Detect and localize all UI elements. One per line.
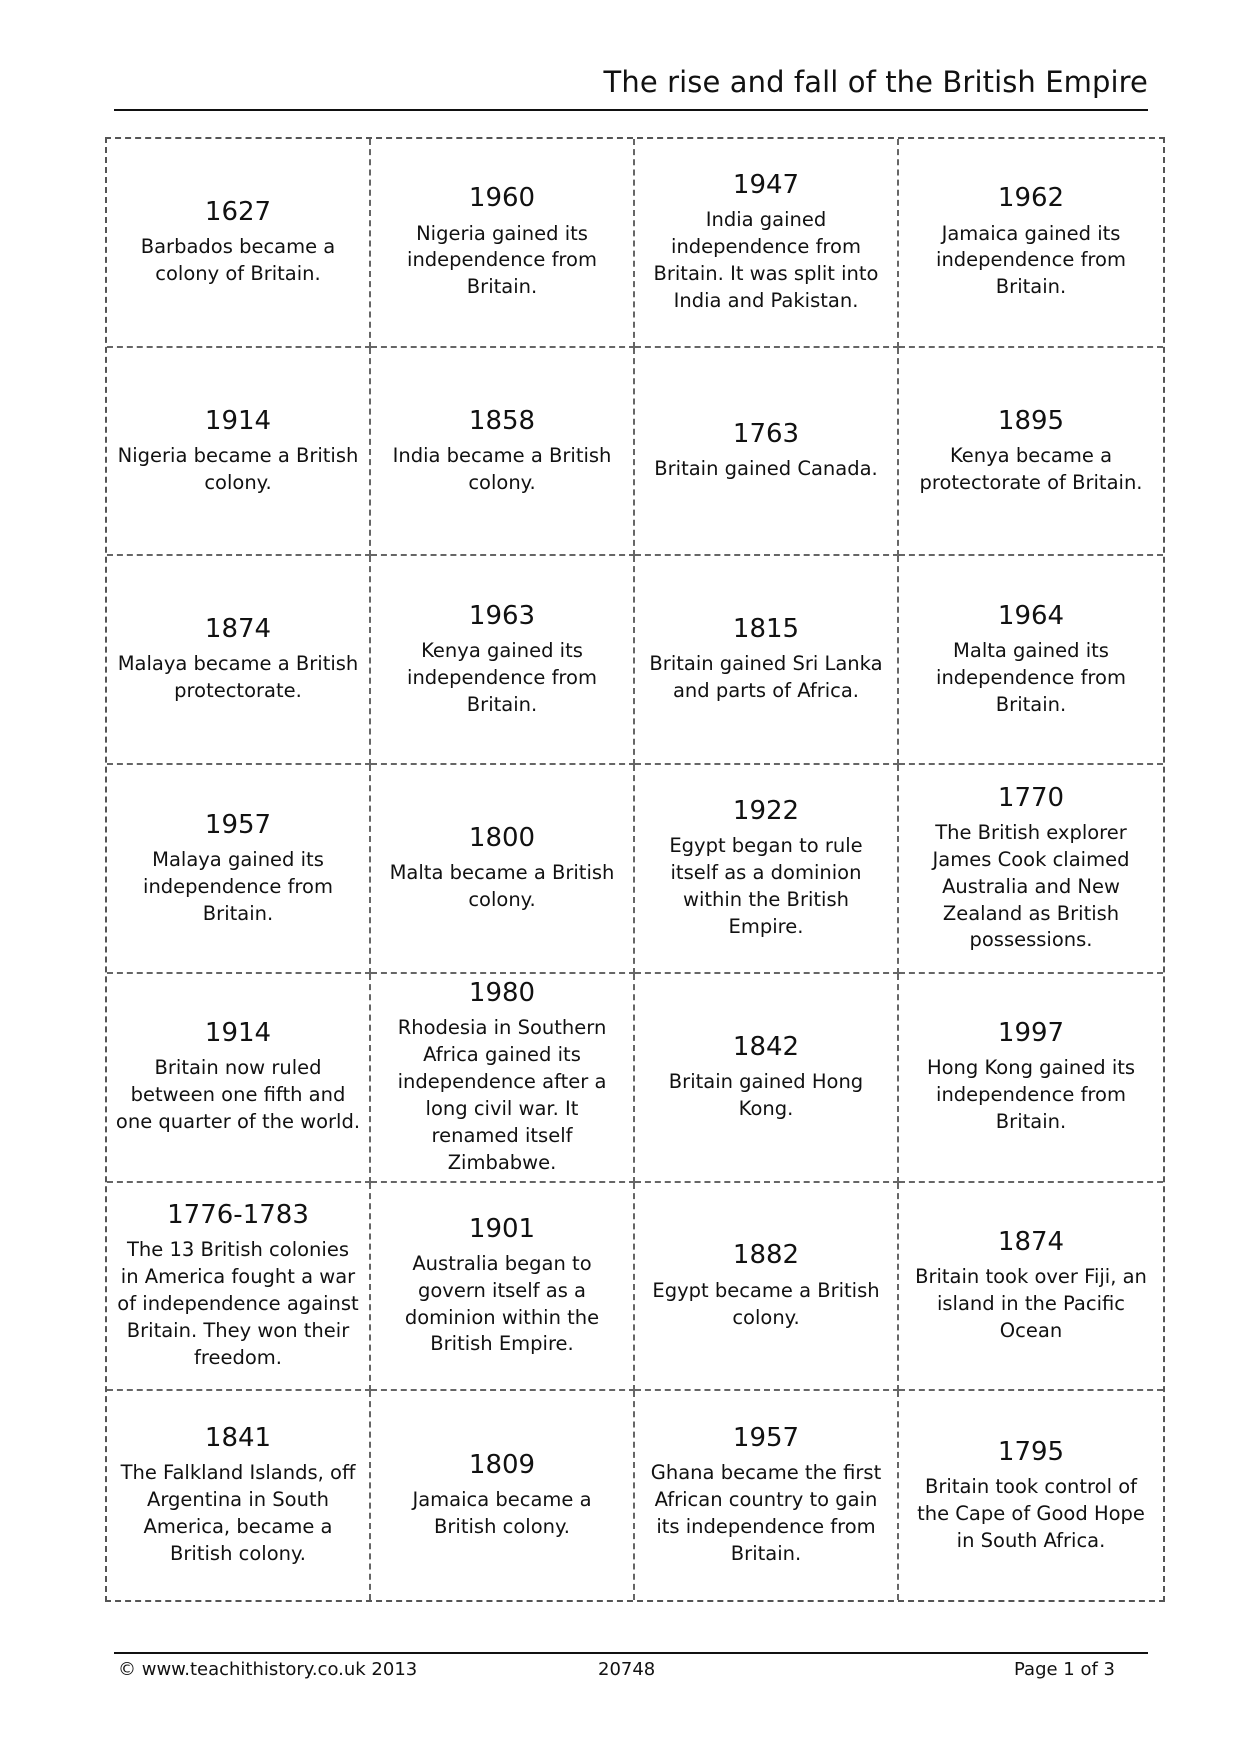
card-text: Australia began to govern itself as a dominion within the British Empire.	[404, 1251, 600, 1356]
card-date: 1882	[732, 1240, 800, 1271]
card-text: Malaya gained its independence from Britain.	[143, 847, 333, 925]
card-text: The 13 British colonies in America fought a war of independence against Britain. They won their freedom.	[117, 1238, 359, 1369]
card-date: 1841	[204, 1423, 272, 1454]
card-text: Jamaica became a British colony.	[412, 1488, 592, 1539]
event-card	[371, 974, 635, 1183]
card-date: 1960	[468, 183, 536, 214]
event-card	[899, 556, 1163, 765]
card-date: 1914	[204, 1018, 272, 1049]
card-date: 1957	[732, 1423, 800, 1454]
footer-page-number: Page 1 of 3	[1014, 1659, 1115, 1680]
event-card	[371, 139, 635, 348]
card-text: India gained independence from Britain. It was split into India and Pakistan.	[653, 208, 879, 312]
card-date: 1795	[997, 1436, 1065, 1467]
event-card	[899, 1391, 1163, 1600]
card-date: 1947	[732, 169, 800, 200]
card-text: Britain took control of the Cape of Good Hope in South Africa.	[917, 1474, 1145, 1552]
event-card	[899, 974, 1163, 1183]
footer-doc-number: 20748	[598, 1659, 656, 1680]
event-card	[635, 348, 899, 557]
card-grid	[105, 137, 1165, 1602]
card-text: Egypt began to rule itself as a dominion within the British Empire.	[669, 834, 863, 938]
card-date: 1922	[732, 796, 800, 827]
event-card	[371, 765, 635, 974]
card-date: 1901	[468, 1213, 536, 1244]
card-date: 1874	[997, 1226, 1065, 1257]
card-date: 1957	[204, 809, 272, 840]
card-date: 1800	[468, 822, 536, 853]
card-date: 1980	[468, 977, 536, 1008]
card-text: Egypt became a British colony.	[652, 1278, 880, 1329]
event-card	[371, 556, 635, 765]
card-text: Nigeria gained its independence from Britain.	[407, 221, 597, 299]
card-date: 1763	[732, 419, 800, 450]
event-card	[899, 1183, 1163, 1392]
event-card	[899, 765, 1163, 974]
card-text: Nigeria became a British colony.	[117, 443, 359, 494]
card-date: 1627	[204, 196, 272, 227]
card-date: 1858	[468, 405, 536, 436]
card-text: Britain took over Fiji, an island in the Pacific Ocean	[915, 1265, 1147, 1342]
event-card	[107, 348, 371, 557]
card-date: 1809	[468, 1450, 536, 1481]
card-date: 1962	[997, 183, 1065, 214]
card-text: The British explorer James Cook claimed Australia and New Zealand as British possessions.	[932, 820, 1130, 952]
card-date: 1963	[468, 600, 536, 631]
card-date: 1776-1783	[167, 1200, 309, 1231]
card-text: Barbados became a colony of Britain.	[140, 235, 336, 285]
card-text: Britain gained Sri Lanka and parts of Africa.	[649, 652, 883, 703]
card-text: Hong Kong gained its independence from Britain.	[926, 1056, 1136, 1134]
card-date: 1997	[997, 1018, 1065, 1049]
event-card	[371, 1183, 635, 1392]
event-card	[635, 139, 899, 348]
event-card	[635, 765, 899, 974]
card-text: India became a British colony.	[392, 443, 612, 494]
event-card	[107, 1183, 371, 1392]
card-date: 1914	[204, 405, 272, 436]
card-text: Britain gained Canada.	[654, 457, 878, 481]
card-text: Malta gained its independence from Britain.	[936, 639, 1126, 716]
event-card	[371, 348, 635, 557]
card-text: The Falkland Islands, off Argentina in South America, became a British colony.	[120, 1461, 356, 1566]
event-card	[371, 1391, 635, 1600]
card-text: Malta became a British colony.	[389, 861, 615, 912]
header-divider	[114, 109, 1148, 111]
card-date: 1842	[732, 1031, 800, 1062]
event-card	[107, 765, 371, 974]
card-date: 1895	[997, 405, 1065, 436]
card-text: Ghana became the first African country to gain its independence from Britain.	[650, 1461, 882, 1566]
event-card	[635, 974, 899, 1183]
event-card	[107, 1391, 371, 1600]
card-text: Britain gained Hong Kong.	[668, 1069, 864, 1120]
event-card	[107, 556, 371, 765]
card-date: 1770	[997, 782, 1065, 813]
card-date: 1964	[997, 600, 1065, 631]
footer-copyright: © www.teachithistory.co.uk 2013	[118, 1659, 418, 1680]
card-date: 1815	[732, 614, 800, 645]
card-date: 1874	[204, 614, 272, 645]
event-card	[107, 974, 371, 1183]
event-card	[635, 556, 899, 765]
event-card	[107, 139, 371, 348]
card-text: Rhodesia in Southern Africa gained its independence after a long civil war. It renamed itself Zimbabwe.	[397, 1016, 607, 1174]
footer-divider	[114, 1652, 1148, 1654]
page-title: The rise and fall of the British Empire	[603, 65, 1148, 99]
card-text: Jamaica gained its independence from Britain.	[936, 221, 1126, 299]
event-card	[899, 348, 1163, 557]
event-card	[899, 139, 1163, 348]
card-text: Britain now ruled between one fifth and one quarter of the world.	[115, 1056, 361, 1134]
event-card	[635, 1391, 899, 1600]
event-card	[635, 1183, 899, 1392]
card-text: Kenya gained its independence from Britain.	[407, 639, 597, 716]
card-text: Malaya became a British protectorate.	[117, 652, 359, 703]
card-text: Kenya became a protectorate of Britain.	[919, 443, 1143, 494]
